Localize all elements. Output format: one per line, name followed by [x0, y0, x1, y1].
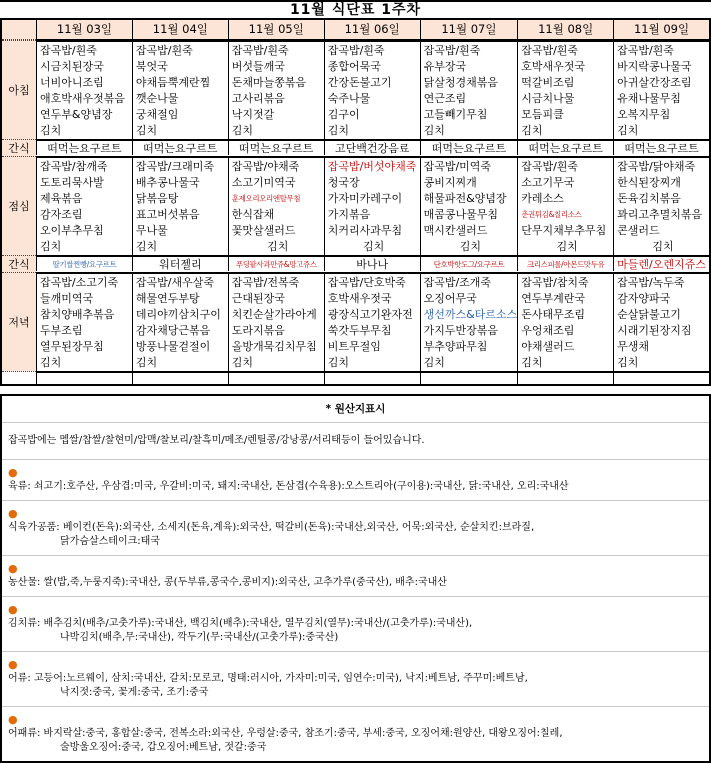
menu-cell-dinner — [36, 272, 132, 371]
origin-line: ● 어류: 고등어:노르웨이, 삼치:국내산, 갈치:모로코, 명태:러시아, 가자미:미국, 임연수:미국), 낙지:베트남, 주꾸미:베트남, — [8, 658, 703, 686]
origin-section — [2, 555, 709, 596]
menu-item: 가지볶음 — [327, 208, 371, 221]
origin-title: * 원산지표시 — [325, 403, 386, 415]
menu-cell-breakfast — [36, 40, 132, 139]
menu-item: 잡곡밥/흰죽 — [231, 44, 289, 57]
menu-item: 궁채절임 — [135, 108, 179, 121]
menu-item: 두부조림 — [40, 324, 83, 337]
page-title: 11월 식단표 1주차 — [289, 2, 422, 18]
menu-item: 근대된장국 — [231, 292, 285, 305]
menu-cell-lunch — [324, 156, 420, 255]
menu-item: 콘샐러드 — [617, 224, 660, 237]
origin-section — [2, 459, 709, 500]
empty-cell — [613, 371, 709, 384]
origin-line: ● 육류: 쇠고기:호주산, 우삼겹:미국, 우갈비:미국, 돼지:국내산, 돈삼겹(수육용):오스트리아(구이용):국내산, 닭:국내산, 오리:국내산 — [8, 466, 703, 494]
menu-cell-lunch — [420, 156, 518, 255]
snack-cell-snack_pm: 워터젤리 — [132, 255, 228, 271]
menu-item: 깻순나물 — [135, 92, 179, 105]
menu-item: 시금치된장국 — [40, 60, 104, 73]
menu-item: 광장식고기완자전 — [327, 308, 413, 321]
empty-cell — [228, 371, 324, 384]
menu-item: 한식잡채 — [231, 208, 275, 221]
menu-item: 너비아니조림 — [40, 76, 104, 89]
date-header-cell: 11월 04일 — [132, 20, 228, 40]
menu-item: 닭볶음탕 — [135, 192, 179, 205]
origin-line: 닭가슴살스테이크:태국 — [60, 536, 160, 547]
menu-item: 김치 — [423, 124, 445, 137]
snack-cell-snack_am: 떠먹는요구르트 — [420, 139, 518, 155]
menu-cell-lunch — [36, 156, 132, 255]
snack-cell-snack_pm: 바나나 — [324, 255, 420, 271]
menu-item: 유채나물무침 — [617, 92, 681, 105]
menu-item: 바지락콩나물국 — [617, 60, 692, 73]
menu-cell-dinner — [613, 272, 709, 371]
menu-item: 유부장국 — [423, 60, 467, 73]
menu-item: 김치 — [617, 356, 639, 369]
menu-item: 해물연두부탕 — [135, 292, 200, 305]
menu-item: 잡곡밥/흰죽 — [617, 44, 674, 57]
bullet-icon: ● — [8, 466, 18, 479]
menu-item: 오복지무침 — [617, 108, 671, 121]
menu-cell-breakfast — [228, 40, 324, 139]
menu-item: 간장돈불고기 — [327, 76, 392, 89]
menu-item: 떡갈비조림 — [521, 76, 575, 89]
empty-cell — [517, 371, 613, 384]
menu-cell-lunch — [228, 156, 324, 255]
menu-item: 데리야끼삼치구이 — [135, 308, 221, 321]
menu-cell-dinner — [228, 272, 324, 371]
snack-cell-snack_pm: 푸딩팥사과만쥬&망고쥬스 — [228, 255, 324, 271]
menu-item: 김치 — [459, 240, 482, 253]
menu-item: 비트무절임 — [327, 340, 381, 353]
snack-cell-snack_pm: 딸기쌀찐빵/요구르트 — [36, 255, 132, 271]
menu-item: 콩비지찌개 — [423, 176, 477, 189]
menu-item: 돈사태무조림 — [521, 308, 585, 321]
menu-cell-dinner — [420, 272, 518, 371]
menu-item: 시금치나물 — [521, 92, 575, 105]
menu-item: 무생채 — [617, 340, 649, 353]
menu-item: 야채샐러드 — [521, 340, 575, 353]
origin-info-box — [0, 394, 711, 763]
menu-item: 잡곡밥/닭야채죽 — [617, 160, 696, 173]
bullet-icon: ● — [8, 562, 18, 575]
bullet-icon: ● — [8, 713, 18, 726]
row-label-breakfast: 아침 — [2, 40, 36, 139]
menu-item: 김치 — [521, 356, 543, 369]
menu-item: 숙주나물 — [327, 92, 371, 105]
menu-item: 고들빼기무침 — [423, 108, 488, 121]
menu-item: 들깨미역국 — [40, 292, 94, 305]
menu-item: 꽈리고추멸치볶음 — [617, 208, 703, 221]
menu-cell-breakfast — [132, 40, 228, 139]
snack-cell-snack_am: 떠먹는요구르트 — [228, 139, 324, 155]
menu-item: 열무된장무침 — [40, 340, 104, 353]
origin-line: 술방울오징어:중국, 갑오징어:베트남, 젓갈:중국 — [60, 742, 267, 753]
menu-item: 배추콩나물국 — [135, 176, 200, 189]
menu-item: 제육볶음 — [40, 192, 83, 205]
menu-item: 쑥갓두부무침 — [327, 324, 392, 337]
menu-cell-dinner — [132, 272, 228, 371]
menu-item: 순살닭불고기 — [617, 308, 681, 321]
date-header-cell: 11월 07일 — [420, 20, 518, 40]
snack-cell-snack_am: 떠먹는요구르트 — [613, 139, 709, 155]
menu-item: 춘권튀김&칠리소스 — [521, 210, 582, 219]
menu-item: 아귀살간장조림 — [617, 76, 692, 89]
menu-item: 소고기무국 — [521, 176, 575, 189]
menu-item: 닭살청경채볶음 — [423, 76, 498, 89]
menu-cell-lunch — [517, 156, 613, 255]
snack-cell-snack_pm: 단호박핫도그/요구르트 — [420, 255, 518, 271]
menu-item: 잡곡밥/흰죽 — [521, 44, 579, 57]
bullet-icon: ● — [8, 603, 18, 616]
corner-cell — [2, 20, 36, 40]
menu-item: 방풍나물겉절이 — [135, 340, 211, 353]
menu-item: 맥시칸샐러드 — [423, 224, 488, 237]
menu-item: 감자조림 — [40, 208, 83, 221]
menu-item: 김치 — [423, 356, 445, 369]
menu-item: 잡곡밥/참치죽 — [521, 276, 589, 289]
menu-item: 고사리볶음 — [231, 92, 285, 105]
menu-item: 김치 — [40, 124, 62, 137]
menu-item: 김치 — [617, 124, 639, 137]
origin-line: 낙지젓:중국, 꽃게:중국, 조기:중국 — [60, 687, 209, 698]
date-header-cell: 11월 03일 — [36, 20, 132, 40]
origin-line: ● 어패류: 바지락살:중국, 홍합살:중국, 전복소라:외국산, 우렁살:중국, 참조기:중국, 부세:중국, 오징어채:원양산, 대왕오징어:칠레, — [8, 713, 703, 741]
origin-line: ● 농산물: 쌀(밥,죽,누룽지죽):국내산, 콩(두부류,콩국수,콩비지):외국산, 고추가루(중국산), 배추:국내산 — [8, 562, 703, 590]
menu-item: 김치 — [135, 356, 158, 369]
menu-item: 잡곡밥/흰죽 — [423, 44, 481, 57]
row-label-snack_pm: 간식 — [2, 255, 36, 272]
menu-item: 잡곡밥/크래미죽 — [135, 160, 214, 173]
menu-cell-breakfast — [420, 40, 518, 139]
menu-item: 잡곡밥/전복죽 — [231, 276, 300, 289]
menu-cell-breakfast — [517, 40, 613, 139]
menu-item: 연두부&양념장 — [40, 108, 113, 121]
menu-item: 한식된장찌개 — [617, 176, 681, 189]
snack-cell-snack_am: 떠먹는요구르트 — [132, 139, 228, 155]
date-header-cell: 11월 06일 — [324, 20, 420, 40]
menu-cell-lunch — [132, 156, 228, 255]
menu-item: 김치 — [40, 356, 62, 369]
menu-item: 훈제오리오리엔탈무침 — [231, 194, 301, 203]
menu-item: 무나물 — [135, 224, 168, 237]
menu-cell-breakfast — [613, 40, 709, 139]
menu-item: 소고기미역국 — [231, 176, 296, 189]
snack-cell-snack_am: 떠먹는요구르트 — [517, 139, 613, 155]
menu-item: 잡곡밥/새우살죽 — [135, 276, 214, 289]
menu-item: 도라지볶음 — [231, 324, 285, 337]
menu-item: 버섯들깨국 — [231, 60, 285, 73]
date-header-cell: 11월 08일 — [517, 20, 613, 40]
menu-cell-breakfast — [324, 40, 420, 139]
menu-item: 모듬피클 — [521, 108, 564, 121]
menu-cell-lunch — [613, 156, 709, 255]
menu-item: 오이부추무침 — [40, 224, 104, 237]
bullet-icon: ● — [8, 658, 18, 671]
menu-item: 김구이 — [327, 108, 360, 121]
menu-item: 낙지젓갈 — [231, 108, 275, 121]
menu-item: 부추양파무침 — [423, 340, 488, 353]
snack-cell-snack_am: 고단백건강음료 — [324, 139, 420, 155]
menu-item: 치커리사과무침 — [327, 224, 403, 237]
menu-item: 잡곡밥/흰죽 — [135, 44, 193, 57]
menu-item: 김치 — [556, 240, 578, 253]
menu-item: 잡곡밥/버섯야채죽 — [327, 160, 417, 173]
menu-item: 도토리묵사발 — [40, 176, 104, 189]
menu-item: 연근조림 — [423, 92, 467, 105]
menu-cell-dinner — [324, 272, 420, 371]
row-label-lunch: 점심 — [2, 156, 36, 255]
menu-item: 잡곡밥/미역죽 — [423, 160, 492, 173]
menu-cell-dinner — [517, 272, 613, 371]
menu-item: 북엇국 — [135, 60, 168, 73]
origin-section — [2, 500, 709, 555]
menu-item: 치킨순살가라아게 — [231, 308, 317, 321]
row-label-dinner: 저녁 — [2, 272, 36, 371]
menu-item: 매콤콩나물무침 — [423, 208, 498, 221]
menu-item: 시래기된장지짐 — [617, 324, 692, 337]
origin-line: 나박김치(배추,무:국내산), 깍두기(무:국내산/(고춧가루):중국산) — [60, 632, 339, 643]
menu-item: 연두부계란국 — [521, 292, 585, 305]
date-header-cell: 11월 09일 — [613, 20, 709, 40]
menu-item: 돈채마늘쫑볶음 — [231, 76, 307, 89]
snack-cell-snack_pm: 크리스피롤/아몬드맛두유 — [517, 255, 613, 271]
origin-line: ● 김치류: 배추김치(배추/고춧가루):국내산, 백김치(배추):국내산, 열무김치(열무):국내산/(고춧가루):국내산), — [8, 603, 703, 631]
snack-cell-snack_pm: 마들렌/오렌지쥬스 — [613, 255, 709, 271]
empty-cell — [420, 371, 518, 384]
menu-item: 잡곡밥/흰죽 — [40, 44, 97, 57]
menu-item: 잡곡밥/흰죽 — [521, 160, 579, 173]
origin-section — [2, 706, 709, 761]
menu-item: 김치 — [327, 356, 349, 369]
origin-section — [2, 596, 709, 651]
menu-item: 카레소스 — [521, 192, 564, 205]
row-label-snack_am: 간식 — [2, 139, 36, 156]
menu-item: 가지두반장볶음 — [423, 324, 498, 337]
menu-item: 호박새우젓국 — [521, 60, 585, 73]
menu-item: 단무지채부추무침 — [521, 224, 607, 237]
menu-item: 김치 — [521, 124, 543, 137]
empty-cell — [324, 371, 420, 384]
menu-item: 잡곡밥/소고기죽 — [40, 276, 119, 289]
menu-item: 생선까스&타르소스 — [423, 308, 518, 321]
menu-item: 김치 — [327, 124, 349, 137]
menu-item: 야채듬뿍계란찜 — [135, 76, 211, 89]
origin-note: 잡곡밥에는 멥쌀/찹쌀/찰현미/압맥/찰보리/찰흑미/메조/렌틸콩/강낭콩/서리태등이 들어있습니다. — [2, 422, 709, 459]
date-header-cell: 11월 05일 — [228, 20, 324, 40]
menu-item: 해물파전&양념장 — [423, 192, 507, 205]
menu-item: 돈육김치볶음 — [617, 192, 681, 205]
menu-item: 잡곡밥/흰죽 — [327, 44, 385, 57]
snack-cell-snack_am: 떠먹는요구르트 — [36, 139, 132, 155]
menu-item: 감자채당근볶음 — [135, 324, 211, 337]
menu-item: 잡곡밥/야채죽 — [231, 160, 300, 173]
menu-item: 잡곡밥/단호박죽 — [327, 276, 406, 289]
menu-item: 김치 — [652, 240, 674, 253]
menu-item: 청국장 — [327, 176, 360, 189]
menu-item: 김치 — [231, 356, 254, 369]
menu-item: 김치 — [267, 240, 289, 253]
menu-item: 잡곡밥/녹두죽 — [617, 276, 685, 289]
menu-item: 표고버섯볶음 — [135, 208, 200, 221]
menu-item: 김치 — [40, 240, 62, 253]
menu-item: 가자미카레구이 — [327, 192, 403, 205]
menu-item: 종합어묵국 — [327, 60, 381, 73]
menu-item: 참치양배추볶음 — [40, 308, 115, 321]
bullet-icon: ● — [8, 507, 18, 520]
menu-item: 애호박새우젓볶음 — [40, 92, 126, 105]
menu-item: 김치 — [135, 240, 158, 253]
menu-item: 호박새우젓국 — [327, 292, 392, 305]
empty-cell — [2, 371, 36, 384]
origin-section — [2, 651, 709, 706]
empty-cell — [36, 371, 132, 384]
menu-item: 오징어무국 — [423, 292, 477, 305]
menu-item: 우엉채조림 — [521, 324, 575, 337]
menu-table — [0, 18, 711, 386]
origin-line: ● 식육가공품: 베이컨(돈육):외국산, 소세지(돈육,계육):외국산, 떡갈비(돈육):국내산,외국산, 어묵:외국산, 순살치킨:브라질, — [8, 507, 703, 535]
menu-item: 잡곡밥/조개죽 — [423, 276, 492, 289]
menu-item: 올방개묵김치무침 — [231, 340, 317, 353]
menu-item: 잡곡밥/참깨죽 — [40, 160, 108, 173]
empty-cell — [132, 371, 228, 384]
menu-item: 감자양파국 — [617, 292, 671, 305]
menu-item: 김치 — [363, 240, 385, 253]
menu-item: 꽃맛살샐러드 — [231, 224, 296, 237]
menu-item: 김치 — [135, 124, 158, 137]
menu-item: 김치 — [231, 124, 254, 137]
